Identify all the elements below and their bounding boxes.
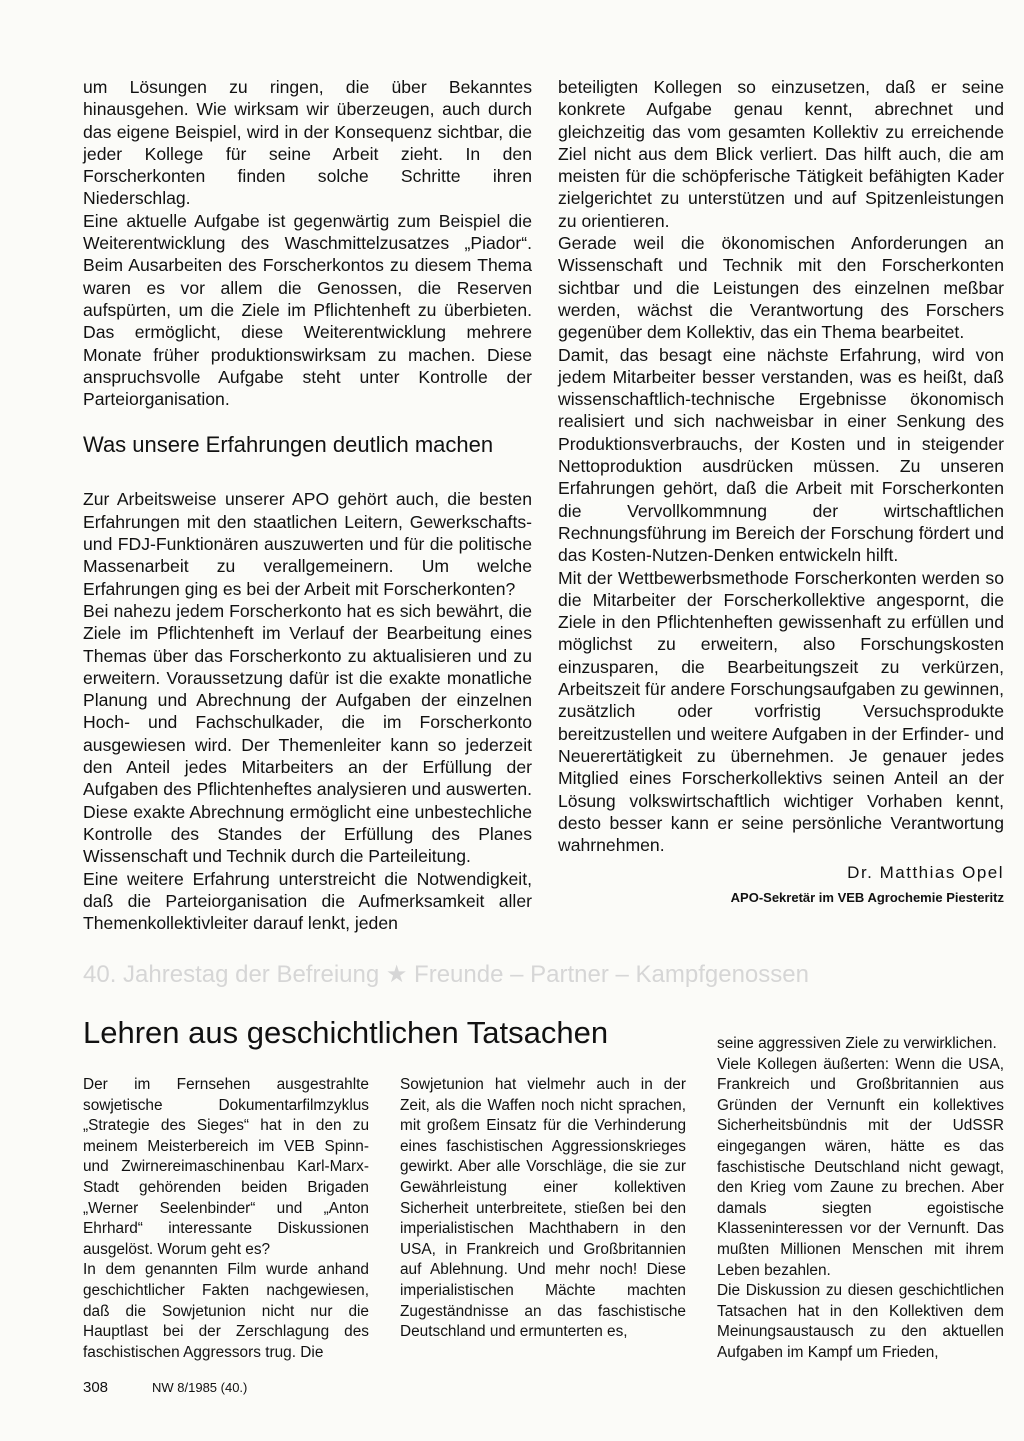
paragraph: Eine weitere Erfahrung unterstreicht die Notwendigkeit, daß die Parteiorganisation die Aufmerksamkeit aller Themenkollektivleiter darauf lenkt, jeden bbox=[83, 868, 532, 934]
page-number: 308 bbox=[83, 1379, 109, 1396]
paragraph: In dem genannten Film wurde anhand geschichtlicher Fakten nachgewiesen, daß die Sowjetunion nicht nur die Hauptlast bei der Zerschlagung des faschistischen Aggressors trug. Die bbox=[83, 1261, 369, 1361]
paragraph: beteiligten Kollegen so einzusetzen, daß er seine konkrete Aufgabe genau kennt, abrechnet und gleichzeitig das vom gesamten Kollektiv zu erreichende Ziel nicht aus dem Blick verliert. Das hilft auch, die am meisten für die schöpferische Tätigkeit befähigten Kader zielgerichtet zu unterstützen und auf Spitzenleistungen zu orientieren. bbox=[558, 77, 1004, 231]
paragraph: Die Diskussion zu diesen geschichtlichen Tatsachen hat in den Kollektiven dem Meinungsaustausch zu den aktuellen Aufgaben im Kampf um Frieden, bbox=[717, 1282, 1004, 1361]
anniversary-banner: 40. Jahrestag der Befreiung ★ Freunde – Partner – Kampfgenossen bbox=[83, 961, 809, 988]
article-headline: Lehren aus geschichtlichen Tatsachen bbox=[83, 1015, 609, 1050]
author-role: APO-Sekretär im VEB Agrochemie Piesteritz bbox=[730, 889, 1004, 905]
article-column-right bbox=[558, 76, 1004, 909]
article2-column-1 bbox=[83, 1075, 369, 1363]
paragraph: Bei nahezu jedem Forscherkonto hat es sich bewährt, die Ziele im Pflichtenheft im Verlauf der Bearbeitung eines Themas über das Forscherkonto zu aktualisieren und zu erweitern. Voraussetzung dafür ist die exakte monatliche Planung und Abrechnung der Aufgaben der einzelnen Hoch- und Fachschulkader, die im Forscherkonto ausgewiesen wird. Der Themenleiter kann so jederzeit den Anteil jedes Mitarbeiters an der Erfüllung der Aufgaben des Pflichtenheftes analysieren und auswerten. Diese exakte Abrechnung ermöglicht eine unbestechliche Kontrolle des Standes der Erfüllung des Planes Wissenschaft und Technik durch die Parteileitung. bbox=[83, 600, 532, 867]
paragraph: Eine aktuelle Aufgabe ist gegenwärtig zum Beispiel die Weiterentwicklung des Waschmittelzusatzes „Piador“. Beim Ausarbeiten des Forscherkontos zu diesem Thema waren es vor allem die Genossen, die Reserven aufspürten, um die Ziele im Pflichtenheft zu überbieten. Das ermöglicht, diese Weiterentwicklung mehrere Monate früher produktionswirksam zu machen. Diese anspruchsvolle Aufgabe steht unter Kontrolle der Parteiorganisation. bbox=[83, 210, 532, 410]
issue-label: NW 8/1985 (40.) bbox=[152, 1380, 248, 1395]
article-column-left bbox=[83, 76, 532, 934]
paragraph: Damit, das besagt eine nächste Erfahrung, wird von jedem Mitarbeiter besser verstanden, was es heißt, daß wissenschaftlich-technische Ergebnisse ökonomisch realisiert und sich nachweisbar in einer Senkung des Produktionsverbrauchs, der Kosten und in steigender Nettoproduktion ausdrücken müssen. Zu unseren Erfahrungen gehört, daß die Arbeit mit Forscherkonten die Vervollkommnung der wirtschaftlichen Rechnungsführung im Bereich der Forschung fördert und das Kosten-Nutzen-Denken entwickeln hilft. bbox=[558, 344, 1004, 566]
paragraph: seine aggressiven Ziele zu verwirklichen. bbox=[717, 1035, 997, 1052]
paragraph: um Lösungen zu ringen, die über Bekanntes hinausgehen. Wie wirksam wir überzeugen, auch durch das eigene Beispiel, wird in der Konsequenz sichtbar, die jeder Kollege für seine Arbeit zieht. In den Forscherkonten finden solche Schritte ihren Niederschlag. bbox=[83, 77, 532, 209]
author-name: Dr. Matthias Opel bbox=[847, 863, 1004, 883]
paragraph: Mit der Wettbewerbsmethode Forscherkonten werden so die Mitarbeiter der Forscherkollektive angespornt, die Ziele in den Pflichtenheften gewissenhaft zu erfüllen und möglichst zu erweitern, also Forschungskosten einzusparen, die Bearbeitungszeit zu verkürzen, Arbeitszeit für andere Forschungsaufgaben zu gewinnen, zusätzlich oder vorfristig Versuchsprodukte bereitzustellen und weitere Aufgaben in der Erfinder- und Neuerertätigkeit zu übernehmen. Je genauer jedes Mitglied eines Forscherkollektivs seinen Anteil an der Lösung volkswirtschaftlich wichtiger Vorhaben kennt, desto besser kann er seine persönliche Verantwortung wahrnehmen. bbox=[558, 567, 1004, 856]
paragraph: Gerade weil die ökonomischen Anforderungen an Wissenschaft und Technik mit den Forscherkonten sichtbar und die Leistungen des einzelnen meßbar werden, wächst die Verantwortung des Forschers gegenüber dem Kollektiv, das ein Thema bearbeitet. bbox=[558, 233, 1004, 343]
article2-column-3 bbox=[717, 1034, 1004, 1364]
section-subheading: Was unsere Erfahrungen deutlich machen bbox=[83, 432, 494, 458]
paragraph: Viele Kollegen äußerten: Wenn die USA, Frankreich und Großbritannien aus Gründen der Vernunft ein kollektives Sicherheitsbündnis mit der UdSSR eingegangen wären, hätte es das faschistische Deutschland nicht gewagt, den Krieg vom Zaune zu brechen. Aber damals siegten egoistische Klasseninteressen vor der Vernunft. Das mußten Millionen Menschen mit ihrem Leben bezahlen. bbox=[717, 1055, 1004, 1279]
paragraph: Sowjetunion hat vielmehr auch in der Zeit, als die Waffen noch nicht sprachen, mit großem Einsatz für die Verhinderung eines faschistischen Aggressionskrieges gewirkt. Aber alle Vorschläge, die sie zur Gewährleistung einer kollektiven Sicherheit unterbreitete, stießen bei den imperialistischen Machthabern in den USA, in Frankreich und Großbritannien auf Ablehnung. Und mehr noch! Diese imperialistischen Mächte machten Zugeständnisse an das faschistische Deutschland und ermunterten es, bbox=[400, 1076, 686, 1341]
paragraph: Zur Arbeitsweise unserer APO gehört auch, die besten Erfahrungen mit den staatlichen Leitern, Gewerkschafts- und FDJ-Funktionären auszuwerten und für die politische Massenarbeit zu verallgemeinern. Um welche Erfahrungen ging es bei der Arbeit mit Forscherkonten? bbox=[83, 489, 532, 599]
article2-column-2 bbox=[400, 1075, 686, 1343]
paragraph: Der im Fernsehen ausgestrahlte sowjetische Dokumentarfilmzyklus „Strategie des Sieges“ hat in den zu meinem Meisterbereich im VEB Spinn- und Zwirnereimaschinenbau Karl-Marx-Stadt gehörenden beiden Brigaden „Werner Seelenbinder“ und „Anton Ehrhard“ interessante Diskussionen ausgelöst. Worum geht es? bbox=[83, 1076, 369, 1258]
